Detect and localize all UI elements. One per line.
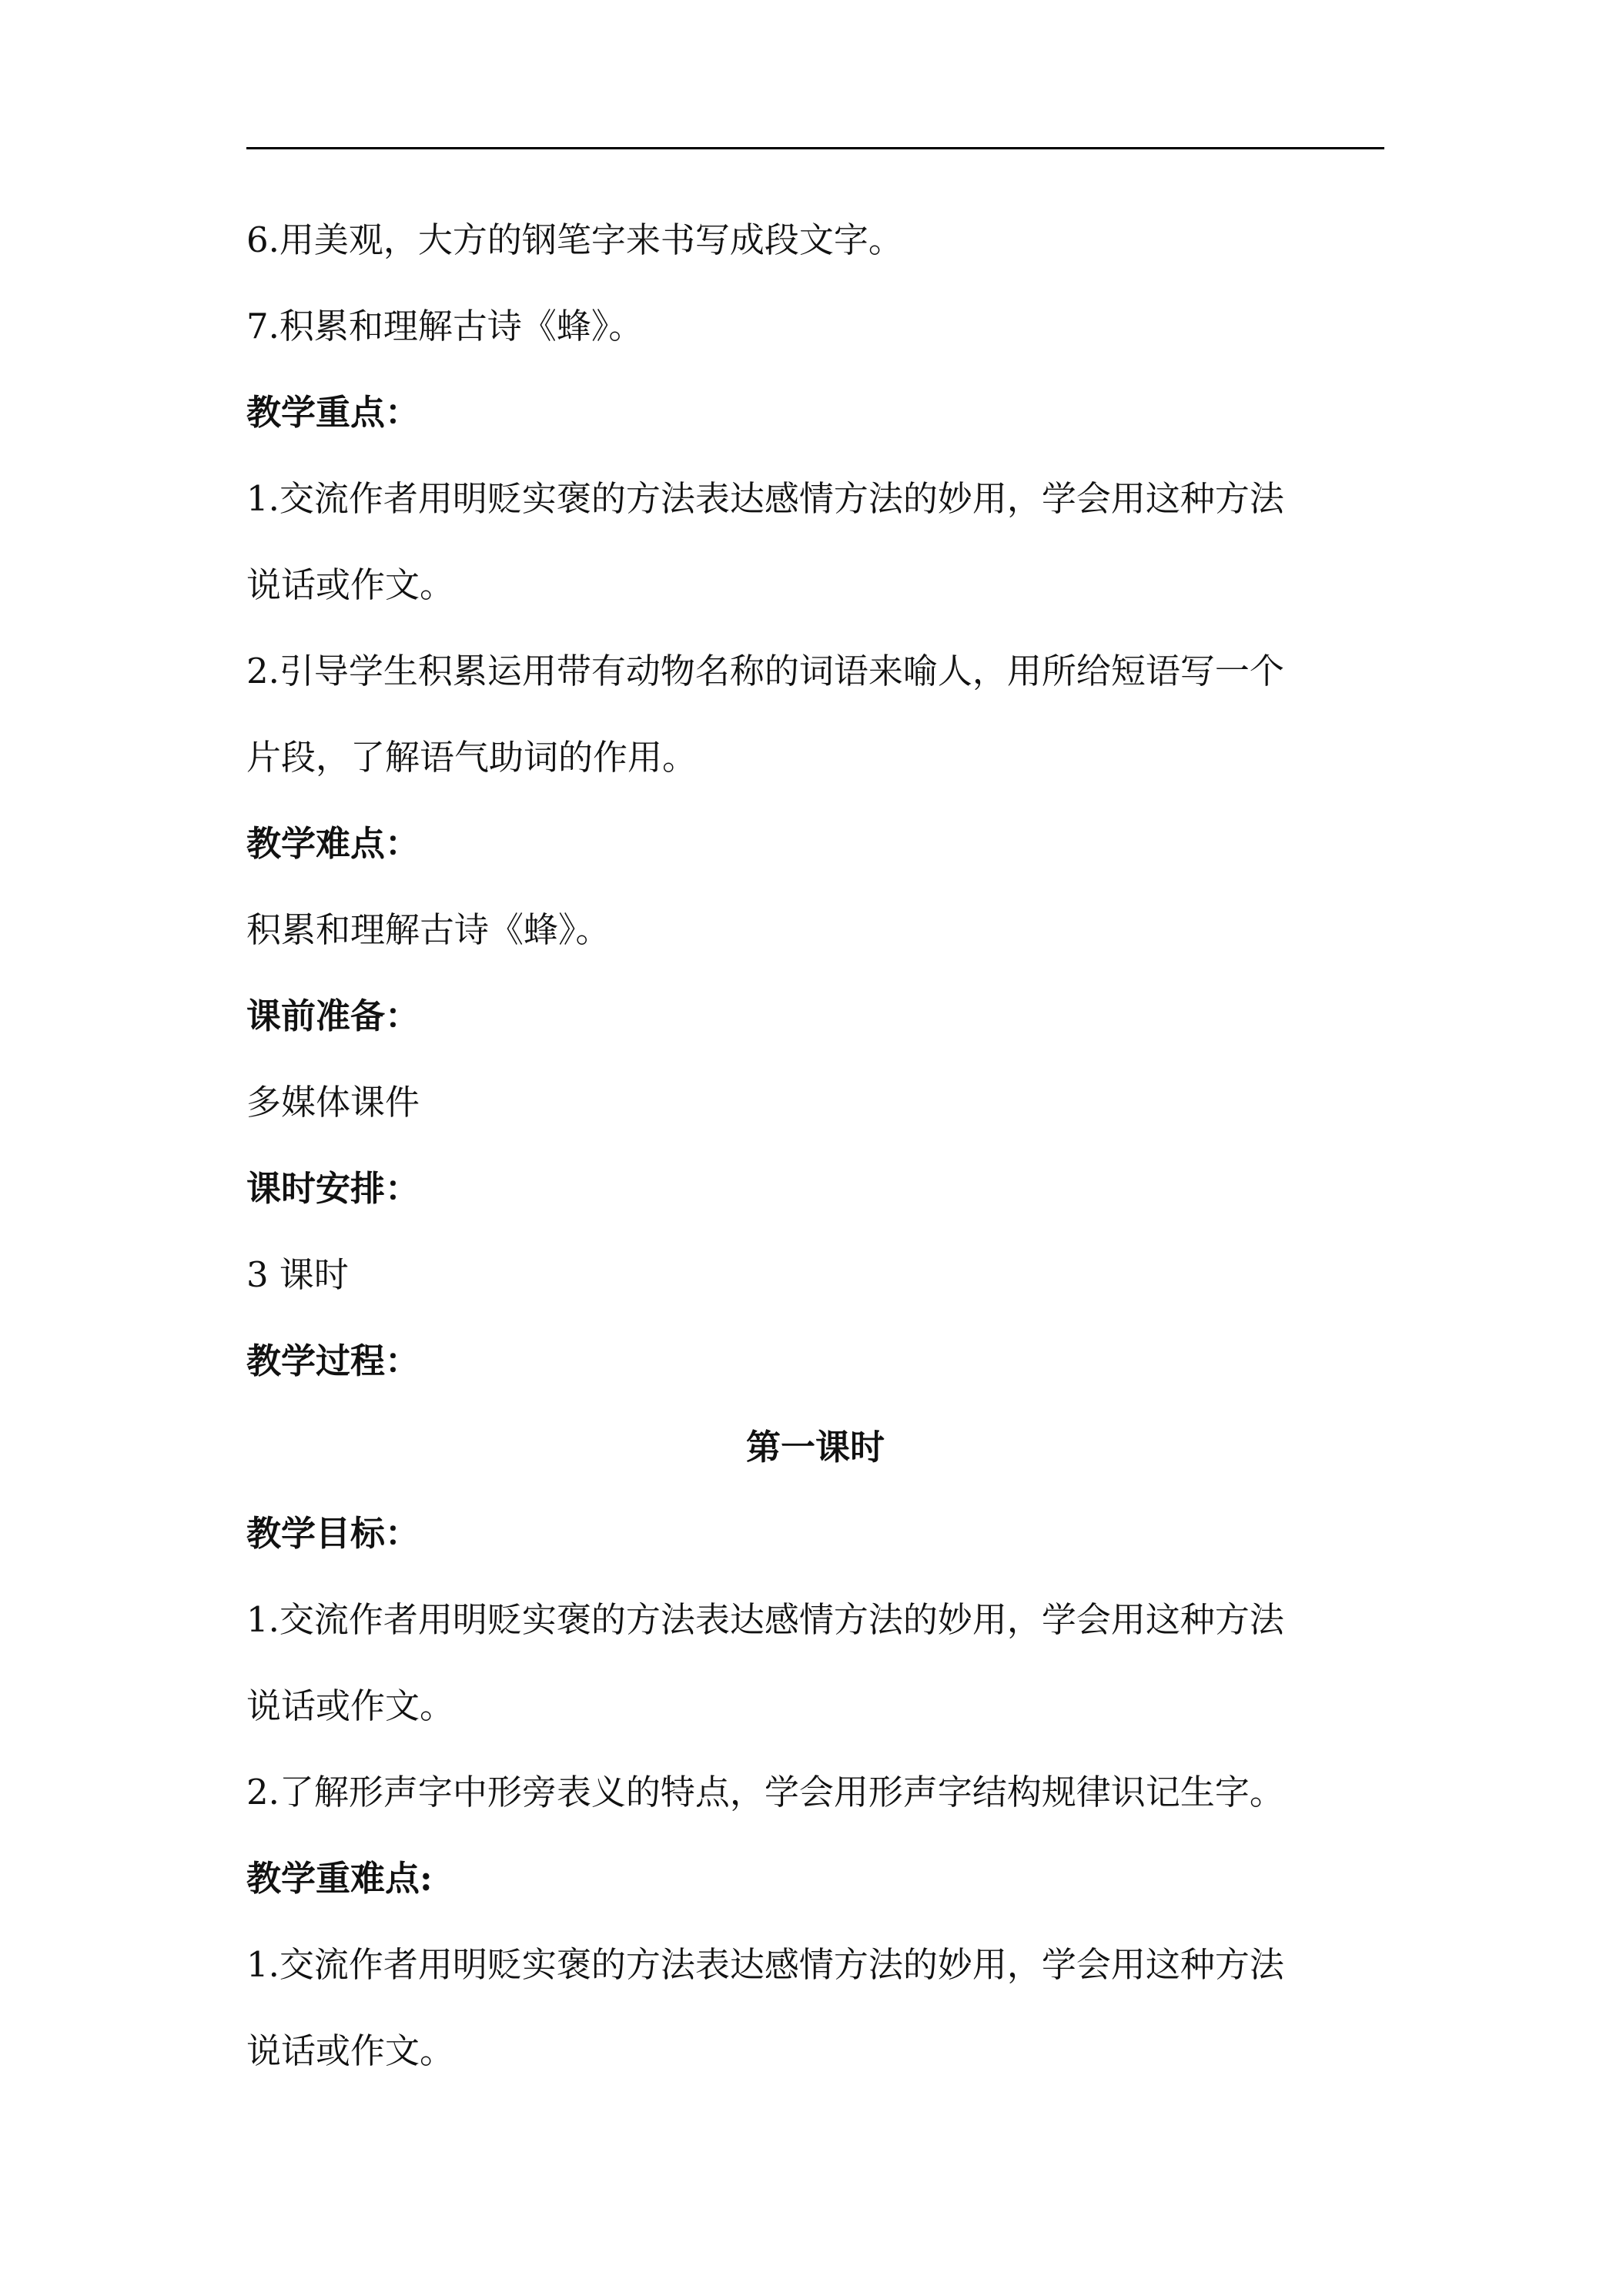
- section-heading: 教学目标：: [246, 1513, 420, 1554]
- paragraph-line: 1.交流作者用明贬实褒的方法表达感情方法的妙用，学会用这种方法: [246, 478, 1284, 519]
- paragraph-line: 6.用美观，大方的钢笔字来书写成段文字。: [246, 219, 903, 260]
- paragraph-line: 3 课时: [246, 1254, 349, 1295]
- section-heading: 教学难点：: [246, 823, 420, 864]
- paragraph-line: 片段，了解语气助词的作用。: [246, 737, 698, 778]
- section-heading: 课时安排：: [246, 1168, 420, 1209]
- section-heading: 教学重难点:: [246, 1858, 433, 1899]
- section-heading: 课前准备：: [246, 996, 420, 1036]
- paragraph-line: 多媒体课件: [246, 1082, 420, 1123]
- section-heading: 教学过程：: [246, 1340, 420, 1381]
- paragraph-line: 说话或作文。: [246, 2030, 455, 2071]
- lesson-title: 第一课时: [745, 1427, 885, 1468]
- section-heading: 教学重点：: [246, 392, 420, 433]
- paragraph-line: 7.积累和理解古诗《蜂》。: [246, 306, 644, 346]
- paragraph-line: 2.引导学生积累运用带有动物名称的词语来喻人，用所给短语写一个: [246, 651, 1284, 691]
- paragraph-line: 2.了解形声字中形旁表义的特点，学会用形声字结构规律识记生字。: [246, 1772, 1284, 1812]
- paragraph-line: 说话或作文。: [246, 1685, 455, 1726]
- paragraph-line: 积累和理解古诗《蜂》。: [246, 909, 611, 950]
- header-rule: [246, 147, 1384, 149]
- paragraph-line: 1.交流作者用明贬实褒的方法表达感情方法的妙用，学会用这种方法: [246, 1944, 1284, 1985]
- paragraph-line: 1.交流作者用明贬实褒的方法表达感情方法的妙用，学会用这种方法: [246, 1599, 1284, 1640]
- paragraph-line: 说话或作文。: [246, 564, 455, 605]
